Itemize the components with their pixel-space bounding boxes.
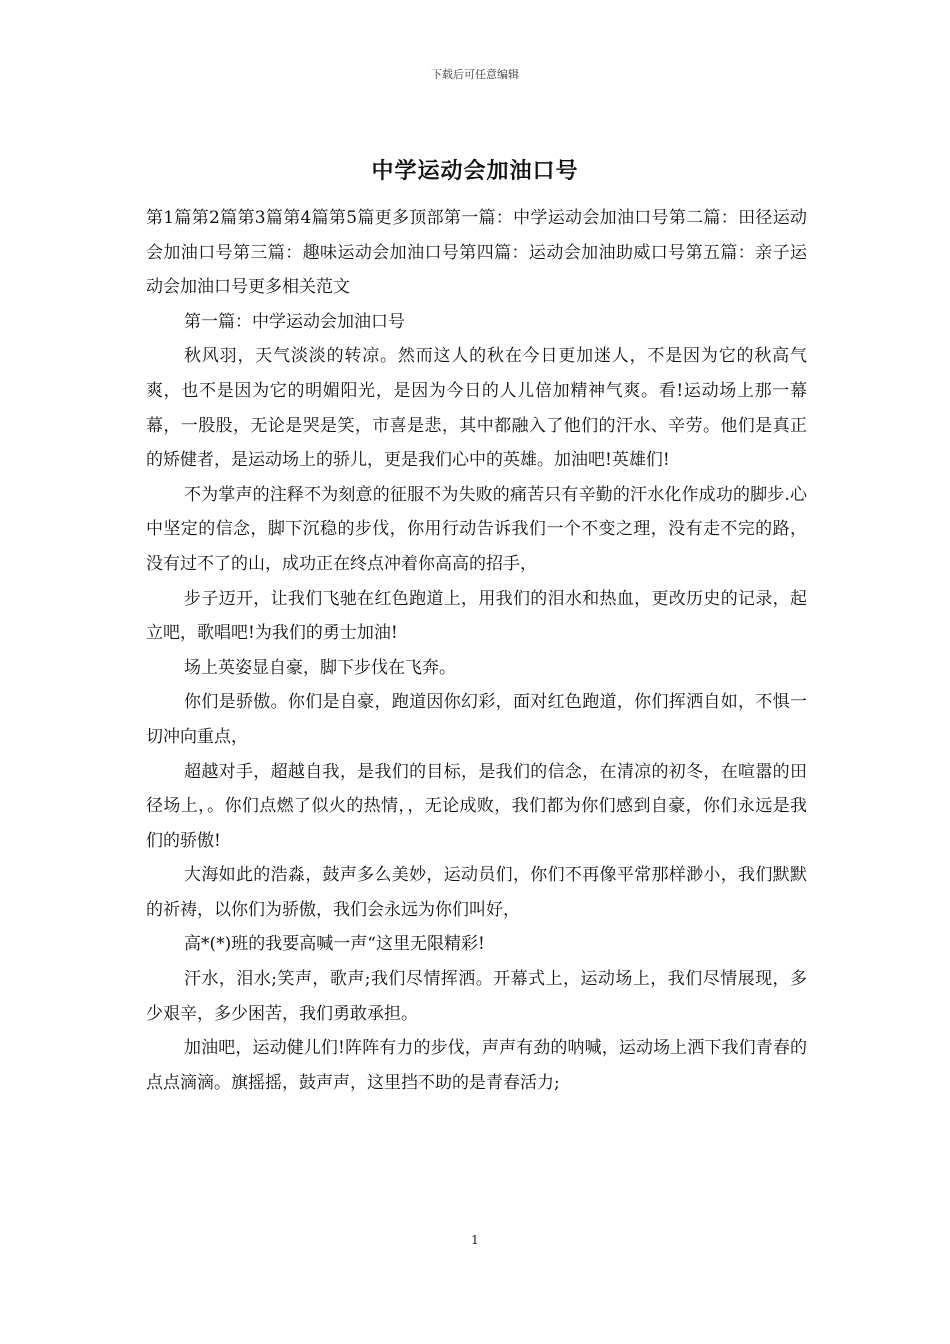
paragraph: 秋风羽，天气淡淡的转凉。然而这人的秋在今日更加迷人，不是因为它的秋高气爽，也不是因为它的明媚阳光，是因为今日的人儿倍加精神气爽。看!运动场上那一幕幕，一股股，无论是哭是笑，市喜是悲，其中都融入了他们的汗水、辛劳。他们是真正的矫健者，是运动场上的骄儿，更是我们心中的英雄。加油吧!英雄们!	[146, 346, 807, 471]
paragraph: 场上英姿显自豪，脚下步伐在飞奔。	[184, 657, 456, 678]
document-body	[146, 201, 807, 1100]
paragraph: 超越对手，超越自我，是我们的目标，是我们的信念，在清凉的初冬，在喧嚣的田径场上，。你们点燃了似火的热情，，无论成败，我们都为你们感到自豪，你们永远是我们的骄傲!	[146, 761, 807, 851]
paragraph: 你们是骄傲。你们是自豪，跑道因你幻彩，面对红色跑道，你们挥洒自如，不惧一切冲向重点，	[146, 692, 807, 747]
paragraph: 大海如此的浩淼，鼓声多么美妙，运动员们，你们不再像平常那样渺小，我们默默的祈祷，以你们为骄傲，我们会永远为你们叫好，	[146, 865, 807, 920]
document-title: 中学运动会加油口号	[371, 159, 579, 184]
paragraph-toc: 第1篇第2篇第3篇第4篇第5篇更多顶部第一篇：中学运动会加油口号第二篇：田径运动会加油口号第三篇：趣味运动会加油口号第四篇：运动会加油助威口号第五篇：亲子运动会加油口号更多相关范文	[146, 208, 807, 298]
paragraph: 不为掌声的注释不为刻意的征服不为失败的痛苦只有辛勤的汗水化作成功的脚步.心中坚定的信念，脚下沉稳的步伐，你用行动告诉我们一个不变之理，没有走不完的路，没有过不了的山，成功正在终点冲着你高高的招手，	[146, 484, 807, 574]
header-note: 下载后可任意编辑	[431, 68, 519, 81]
paragraph: 高*(*)班的我要高喊一声“这里无限精彩!	[184, 934, 485, 955]
paragraph: 加油吧，运动健儿们!阵阵有力的步伐，声声有劲的呐喊，运动场上洒下我们青春的点点滴滴。旗摇摇，鼓声声，这里挡不助的是青春活力;	[146, 1038, 807, 1093]
paragraph: 汗水，泪水;笑声，歌声;我们尽情挥洒。开幕式上，运动场上，我们尽情展现，多少艰辛，多少困苦，我们勇敢承担。	[146, 969, 807, 1024]
page-number: 1	[471, 1233, 479, 1247]
paragraph-section-heading: 第一篇：中学运动会加油口号	[184, 311, 405, 332]
paragraph: 步子迈开，让我们飞驰在红色跑道上，用我们的泪水和热血，更改历史的记录，起立吧，歌唱吧!为我们的勇士加油!	[146, 588, 807, 644]
